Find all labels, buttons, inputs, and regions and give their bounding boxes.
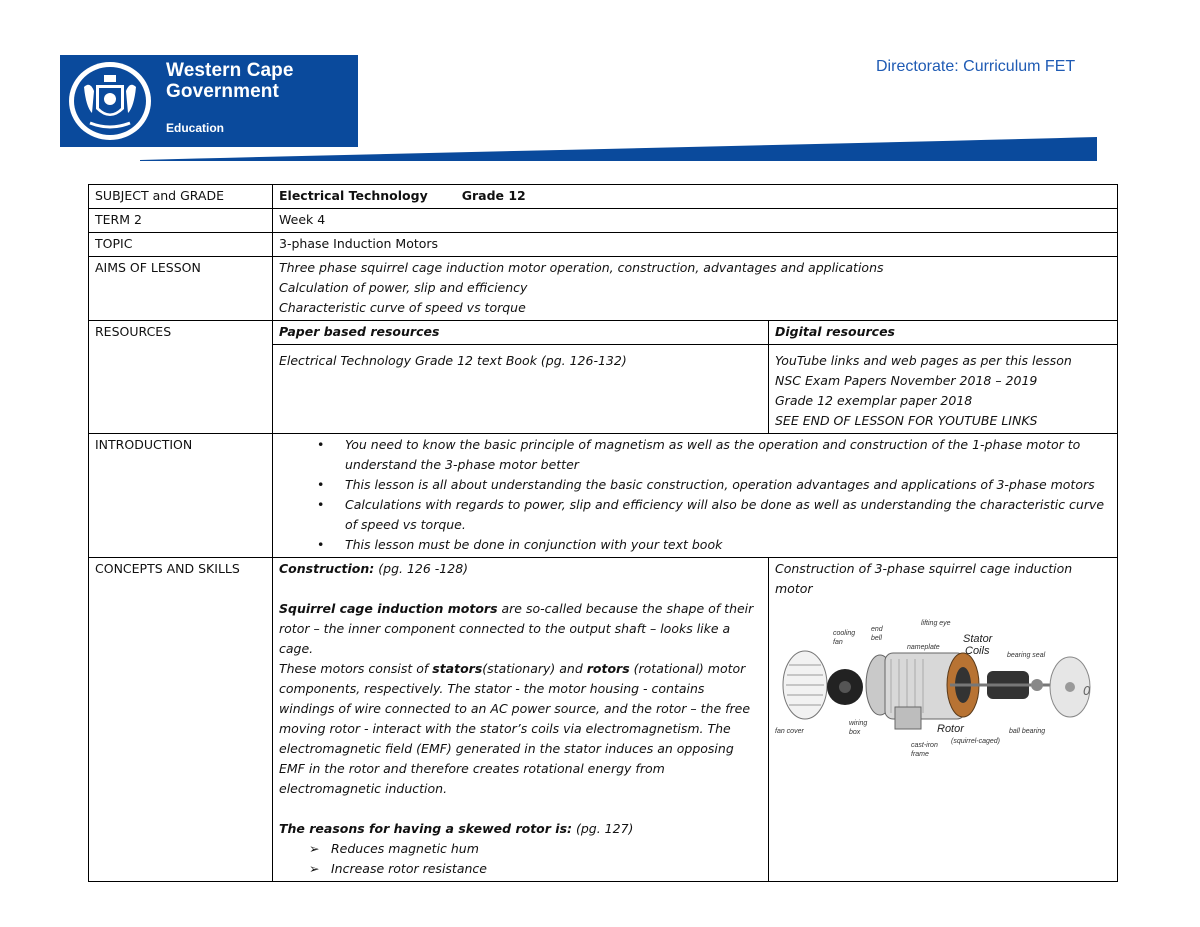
term-row xyxy=(89,209,1118,233)
squirrel-cage-term: Squirrel cage induction motors xyxy=(279,601,498,616)
digital-resource-item: SEE END OF LESSON FOR YOUTUBE LINKS xyxy=(775,413,1038,428)
introduction-content xyxy=(273,434,1118,558)
digital-resource-item: NSC Exam Papers November 2018 – 2019 xyxy=(775,373,1038,388)
coat-of-arms-icon xyxy=(66,57,158,145)
skew-heading: The reasons for having a skewed rotor is: xyxy=(279,821,573,836)
aim-item: Characteristic curve of speed vs torque xyxy=(279,300,526,315)
digital-resource-item: YouTube links and web pages as per this lesson xyxy=(775,353,1072,368)
squirrel-cage-paragraph xyxy=(279,599,762,659)
stator-rotor-paragraph xyxy=(279,659,762,799)
stators-term: stators xyxy=(432,661,483,676)
label-rotor: Rotor xyxy=(937,723,964,735)
aim-item: Calculation of power, slip and efficiency xyxy=(279,280,528,295)
rotors-term: rotors xyxy=(586,661,630,676)
label-wiring-box: wiring box xyxy=(849,720,868,736)
resources-label: RESOURCES xyxy=(89,321,273,434)
aims-row xyxy=(89,257,1118,321)
skew-reason-item: ➢ Increase rotor resistance xyxy=(309,859,762,879)
motor-exploded-diagram xyxy=(775,615,1095,765)
subject-row xyxy=(89,185,1118,209)
label-coils: Coils xyxy=(965,645,990,657)
skew-reason-item: ➢ Reduces magnetic hum xyxy=(309,839,762,859)
topic-row xyxy=(89,233,1118,257)
label-rotor-sub: (squirrel-caged) xyxy=(951,738,1001,745)
org-department: Education xyxy=(166,121,225,135)
resources-header-row xyxy=(89,321,1118,345)
construction-heading-line xyxy=(279,559,762,579)
label-nameplate: nameplate xyxy=(907,644,940,651)
label-lifting-eye: lifting eye xyxy=(921,620,951,627)
paragraph-text: These motors consist of xyxy=(279,661,433,676)
skew-heading-line xyxy=(279,819,762,839)
grade-name: Grade 12 xyxy=(461,188,526,203)
aim-item: Three phase squirrel cage induction motor operation, construction, advantages and applications xyxy=(279,260,884,275)
paper-resource-item: Electrical Technology Grade 12 text Book (pg. 126-132) xyxy=(279,353,627,368)
squirrel-cage-text: are so-called because the shape of their rotor – the inner component connected to the output shaft – looks like a cage. xyxy=(279,601,754,656)
introduction-bullets xyxy=(279,435,1111,555)
introduction-label: INTRODUCTION xyxy=(89,434,273,558)
construction-figure-cell xyxy=(769,558,1118,882)
aims-label: AIMS OF LESSON xyxy=(89,257,273,321)
topic-value: 3-phase Induction Motors xyxy=(273,233,1118,257)
concepts-label: CONCEPTS AND SKILLS xyxy=(89,558,273,882)
introduction-bullet: • You need to know the basic principle of magnetism as well as the operation and construction of the 1-phase motor to understand the 3-phase motor better xyxy=(337,435,1111,475)
introduction-bullet: • This lesson must be done in conjunction with your text book xyxy=(337,535,1111,555)
skew-ref: (pg. 127) xyxy=(572,821,634,836)
construction-heading: Construction: xyxy=(279,561,375,576)
figure-caption: Construction of 3-phase squirrel cage induction motor xyxy=(775,561,1073,596)
paragraph-text: (rotational) motor components, respectively. The stator - the motor housing - contains windings of wire connected to an AC power source, and the rotor – the free moving rotor - interact with the stator’s coils via electromagnetism. The electromagnetic field (EMF) generated in the stator induces an opposing EMF in the rotor and therefore creates rotational energy from electromagnetic induction. xyxy=(279,661,751,796)
label-cast-iron-frame: cast-iron frame xyxy=(911,742,938,758)
skew-reasons-list xyxy=(279,839,762,879)
label-ball-bearing: ball bearing xyxy=(1009,728,1046,735)
subject-label: SUBJECT and GRADE xyxy=(89,185,273,209)
term-label: TERM 2 xyxy=(89,209,273,233)
introduction-bullet: • This lesson is all about understanding the basic construction, operation advantages and applications of 3-phase motors xyxy=(337,475,1111,495)
construction-ref: (pg. 126 -128) xyxy=(374,561,469,576)
digital-resources-list xyxy=(769,345,1118,434)
paragraph-text: (stationary) and xyxy=(482,661,587,676)
label-fan-cover: fan cover xyxy=(775,728,804,735)
label-bearing-seal: bearing seal xyxy=(1007,652,1046,659)
label-cooling-fan: cooling fan xyxy=(833,630,856,646)
introduction-bullet: • Calculations with regards to power, slip and efficiency will also be done as well as understanding the characteristic curve of speed vs torque. xyxy=(337,495,1111,535)
org-name xyxy=(166,60,294,135)
concepts-text xyxy=(273,558,769,882)
subject-name: Electrical Technology xyxy=(279,188,428,203)
term-value: Week 4 xyxy=(273,209,1118,233)
digital-resource-item: Grade 12 exemplar paper 2018 xyxy=(775,393,973,408)
svg-text:0: 0 xyxy=(1083,684,1091,698)
topic-label: TOPIC xyxy=(89,233,273,257)
label-stator: Stator xyxy=(963,633,993,645)
paper-resources-list xyxy=(273,345,769,434)
label-end-bell: end bell xyxy=(871,626,883,642)
digital-resources-heading: Digital resources xyxy=(769,321,1118,345)
subject-value xyxy=(273,185,1118,209)
lesson-plan-table xyxy=(88,184,1118,882)
org-name-line2: Government xyxy=(166,81,279,102)
aims-value xyxy=(273,257,1118,321)
paper-resources-heading: Paper based resources xyxy=(273,321,769,345)
concepts-row xyxy=(89,558,1118,882)
org-name-line1: Western Cape xyxy=(166,60,294,81)
introduction-row xyxy=(89,434,1118,558)
directorate-title: Directorate: Curriculum FET xyxy=(876,58,1076,75)
